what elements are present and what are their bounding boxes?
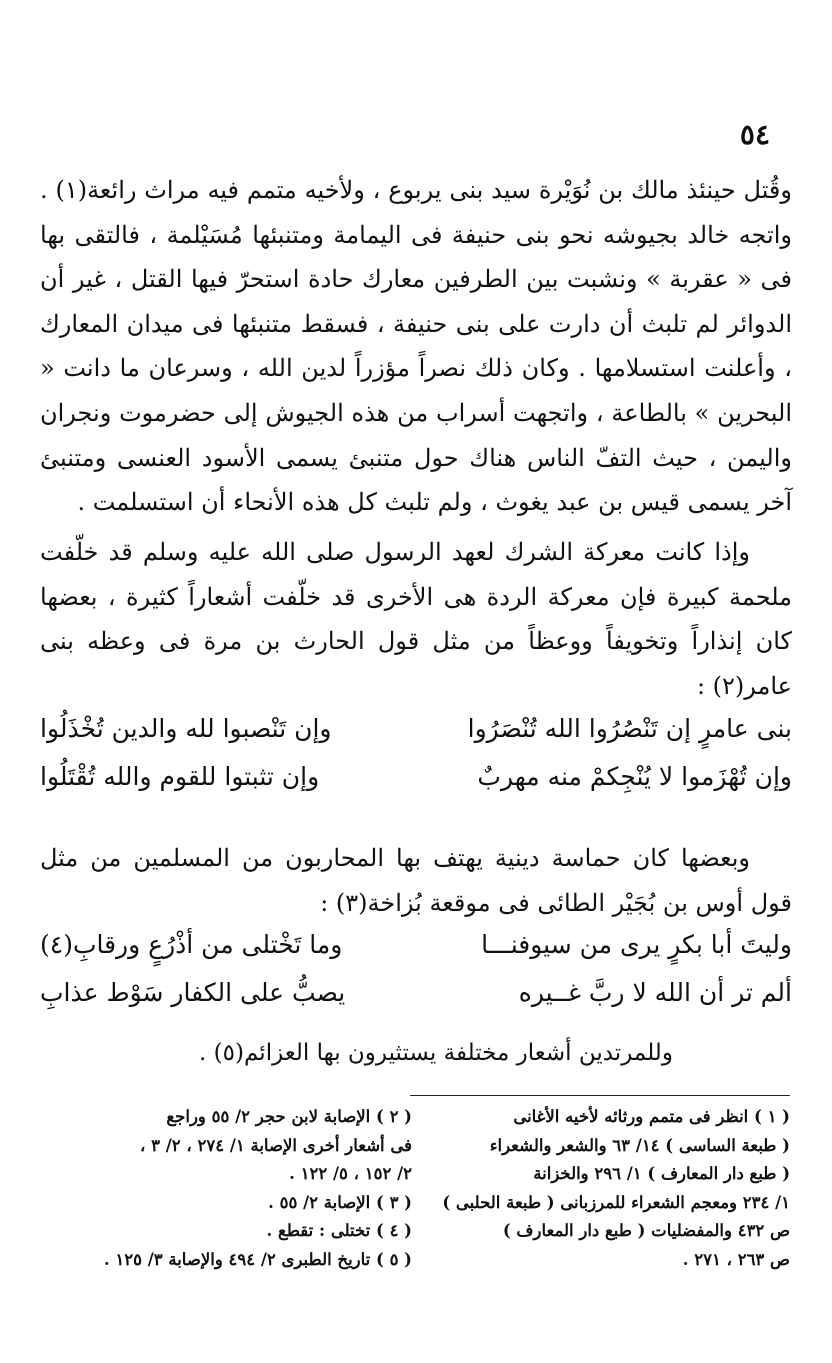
footnotes-right-column xyxy=(410,1103,790,1274)
paragraph-khalid-campaign xyxy=(40,168,792,525)
verse-second-hemistich: وإن تثبتوا للقوم والله تُقْتَلُوا xyxy=(40,762,320,791)
footnote-line: ( ٥ ) تاريخ الطبرى ٢/ ٤٩٤ والإصابة ٣/ ١٢٥ . xyxy=(103,1249,412,1269)
footnotes-left-column xyxy=(32,1103,412,1274)
closing-line: وللمرتدين أشعار مختلفة يستثيرون بها العزائم(٥) . xyxy=(199,1040,673,1066)
footnote-line: ( طبع دار المعارف ) ١/ ٢٩٦ والخزانة xyxy=(533,1164,790,1183)
paragraph-aws-ibn-bujayr xyxy=(40,836,792,925)
verse-second-hemistich: وإن تَنْصبوا لله والدين تُخْذَلُوا xyxy=(40,714,332,743)
footnote-line: ( ٢ ) الإصابة لابن حجر ٢/ ٥٥ وراجع xyxy=(166,1107,412,1126)
verse-second-hemistich: وما تَخْتلى من أذْرُعٍ ورقابِ(٤) xyxy=(40,930,343,959)
footnote-line: ص ٤٣٢ والمفضليات ( طبع دار المعارف ) xyxy=(502,1221,790,1240)
verse-first-hemistich: وإن تُهْزَموا لا يُنْجِكمْ منه مهربٌ xyxy=(477,762,792,791)
verse-first-hemistich: ألم تر أن الله لا ربَّ غــيره xyxy=(518,978,792,1007)
paragraph-text: وإذا كانت معركة الشرك لعهد الرسول صلى الله عليه وسلم قد خلّفت ملحمة كبيرة فإن معركة الردة هى الأخرى قد خلّفت أشعاراً كثيرة ، بعضها كان إنذاراً وتخويفاً ووعظاً من مثل قول الحارث بن مرة فى وعظه بنى عامر(٢) : xyxy=(40,538,792,700)
verse-second-hemistich: يصبُّ على الكفار سَوْط عذابِ xyxy=(40,978,346,1007)
verse-harith-ibn-murra xyxy=(40,714,792,810)
footnote-line: ١/ ٢٣٤ ومعجم الشعراء للمرزبانى ( طبعة الحلبى ) xyxy=(442,1192,790,1212)
footnote-line: ( ٤ ) تختلى : تقطع . xyxy=(266,1221,412,1240)
paragraph-text: وبعضها كان حماسة دينية يهتف بها المحاربون من المسلمين من مثل قول أوس بن بُجَيْر الطائى فى موقعة بُزاخة(٣) : xyxy=(40,844,792,917)
verse-first-hemistich: وليتَ أبا بكرٍ يرى من سيوفنـــا xyxy=(481,930,792,959)
verse-first-hemistich: بنى عامرٍ إن تَنْصُرُوا الله تُنْصَرُوا xyxy=(467,714,792,743)
footnote-divider xyxy=(410,1095,790,1096)
verse-line xyxy=(40,762,792,810)
paragraph-ridda-poetry xyxy=(40,530,792,708)
footnote-line: ( ٣ ) الإصابة ٢/ ٥٥ . xyxy=(268,1192,412,1212)
footnote-line: ( طبعة الساسى ) ١٤/ ٦٣ والشعر والشعراء xyxy=(489,1135,790,1155)
footnote-line: ( ١ ) انظر فى متمم ورثائه لأخيه الأغانى xyxy=(513,1107,790,1126)
verse-line xyxy=(40,978,792,1026)
verse-line xyxy=(40,714,792,762)
paragraph-text: وقُتل حينئذ مالك بن نُوَيْرة سيد بنى يربوع ، ولأخيه متمم فيه مراث رائعة(١) . واتجه خالد بجيوشه نحو بنى حنيفة فى اليمامة ومتنبئها مُسَيْلمة ، فالتقى بها فى « عقربة » ونشبت بين الطرفين معارك حادة استحرّ فيها القتل ، غير أن الدوائر لم تلبث أن دارت على بنى حنيفة ، فسقط متنبئها فى ميدان المعارك ، وأعلنت استسلامها . وكان ذلك نصراً مؤزراً لدين الله ، وسرعان ما دانت « البحرين » بالطاعة ، واتجهت أسراب من هذه الجيوش إلى حضرموت ونجران واليمن ، حيث التفّ الناس هناك حول متنبئ يسمى الأسود العنسى ومتنبئ آخر يسمى قيس بن عبد يغوث ، ولم تلبث كل هذه الأنحاء أن استسلمت . xyxy=(40,176,792,517)
verse-aws-ibn-bujayr xyxy=(40,930,792,1026)
footnote-line: فى أشعار أخرى الإصابة ١/ ٢٧٤ ، ٢/ ٣ ، xyxy=(140,1135,412,1155)
verse-line xyxy=(40,930,792,978)
footnote-line: ص ٢٦٣ ، ٢٧١ . xyxy=(682,1249,790,1269)
footnote-line: ٢/ ١٥٢ ، ٥/ ١٢٢ . xyxy=(289,1164,412,1183)
page-number: ٥٤ xyxy=(739,118,770,151)
